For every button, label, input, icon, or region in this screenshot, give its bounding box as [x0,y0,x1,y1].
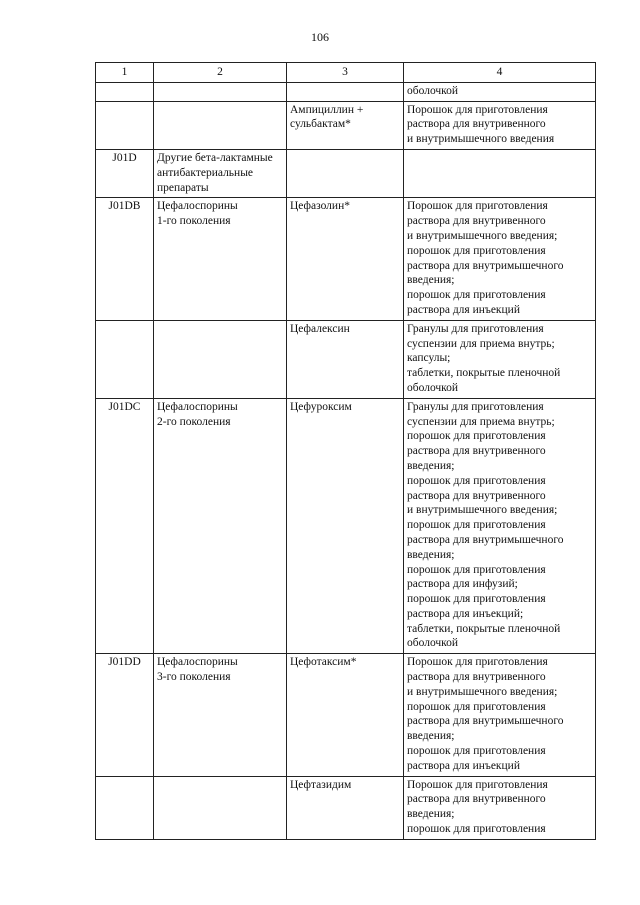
dosage-forms-cell [404,776,596,839]
drug-name-cell-text: Цефотаксим* [290,656,357,669]
drug-name-cell [287,320,404,398]
table-row [96,198,596,320]
table-row [96,398,596,654]
dosage-forms-cell-text: Порошок для приготовления раствора для внутривенного и внутримышечного введения [407,103,555,146]
atc-code-cell-text: J01DB [108,200,141,213]
table-body [96,82,596,839]
table-row [96,82,596,101]
dosage-forms-cell-text: Порошок для приготовления раствора для внутривенного и внутримышечного введения; порошок для приготовления раствора для внутримышечного введения; порошок для приготовления раствора для инъекций [407,200,564,316]
dosage-forms-cell-text: Гранулы для приготовления суспензии для приема внутрь; капсулы; таблетки, покрытые пленочной оболочкой [407,322,561,394]
group-name-cell-text: Цефалоспорины 3-го поколения [157,656,238,684]
drug-name-cell [287,654,404,776]
drug-name-cell [287,82,404,101]
atc-code-cell [96,198,154,320]
drug-name-cell [287,398,404,654]
atc-code-cell [96,776,154,839]
table-row [96,101,596,149]
dosage-forms-cell [404,398,596,654]
drug-name-cell-text: Цефтазидим [290,778,352,791]
group-name-cell [154,654,287,776]
dosage-forms-cell [404,101,596,149]
group-name-cell [154,101,287,149]
atc-code-cell [96,149,154,197]
group-name-cell [154,398,287,654]
medication-table [95,62,596,840]
dosage-forms-cell-text: Гранулы для приготовления суспензии для приема внутрь; порошок для приготовления раствора для внутривенного введения; порошок для приготовления раствора для внутривенного и внутримышечного введения; порошок для приготовления раствора для внутримышечного введения; порошок для приготовления раствора для инфузий; порошок для приготовления раствора для инъекций; таблетки, покрытые пленочной оболочкой [407,400,564,650]
group-name-cell [154,149,287,197]
dosage-forms-cell [404,149,596,197]
dosage-forms-cell [404,654,596,776]
group-name-cell [154,320,287,398]
atc-code-cell [96,654,154,776]
drug-name-cell [287,198,404,320]
drug-name-cell-text: Ампициллин + сульбактам* [290,103,364,131]
dosage-forms-cell [404,82,596,101]
page-number: 106 [311,30,329,44]
column-header-2: 2 [154,63,287,83]
dosage-forms-cell [404,320,596,398]
group-name-cell-text: Цефалоспорины 2-го поколения [157,400,238,428]
dosage-forms-cell [404,198,596,320]
dosage-forms-cell-text: Порошок для приготовления раствора для внутривенного и внутримышечного введения; порошок для приготовления раствора для внутримышечного введения; порошок для приготовления раствора для инъекций [407,656,564,772]
dosage-forms-cell-text: Порошок для приготовления раствора для внутривенного введения; порошок для приготовления [407,778,548,836]
atc-code-cell [96,82,154,101]
table-row [96,320,596,398]
group-name-cell-text: Цефалоспорины 1-го поколения [157,200,238,228]
atc-code-cell [96,398,154,654]
drug-name-cell-text: Цефазолин* [290,200,350,213]
drug-name-cell [287,101,404,149]
table-row [96,149,596,197]
atc-code-cell [96,101,154,149]
table-row [96,776,596,839]
atc-code-cell-text: J01DD [108,656,141,669]
column-header-3: 3 [287,63,404,83]
group-name-cell [154,776,287,839]
atc-code-cell-text: J01D [112,151,137,164]
group-name-cell [154,82,287,101]
group-name-cell-text: Другие бета-лактамные антибактериальные препараты [157,151,273,194]
drug-name-cell [287,776,404,839]
drug-name-cell-text: Цефуроксим [290,400,352,413]
table-row [96,654,596,776]
column-header-4: 4 [404,63,596,83]
dosage-forms-cell-text: оболочкой [407,84,459,97]
column-header-1: 1 [96,63,154,83]
drug-name-cell [287,149,404,197]
atc-code-cell [96,320,154,398]
table-header-row [96,63,596,83]
drug-name-cell-text: Цефалексин [290,322,350,335]
atc-code-cell-text: J01DC [108,400,141,413]
group-name-cell [154,198,287,320]
